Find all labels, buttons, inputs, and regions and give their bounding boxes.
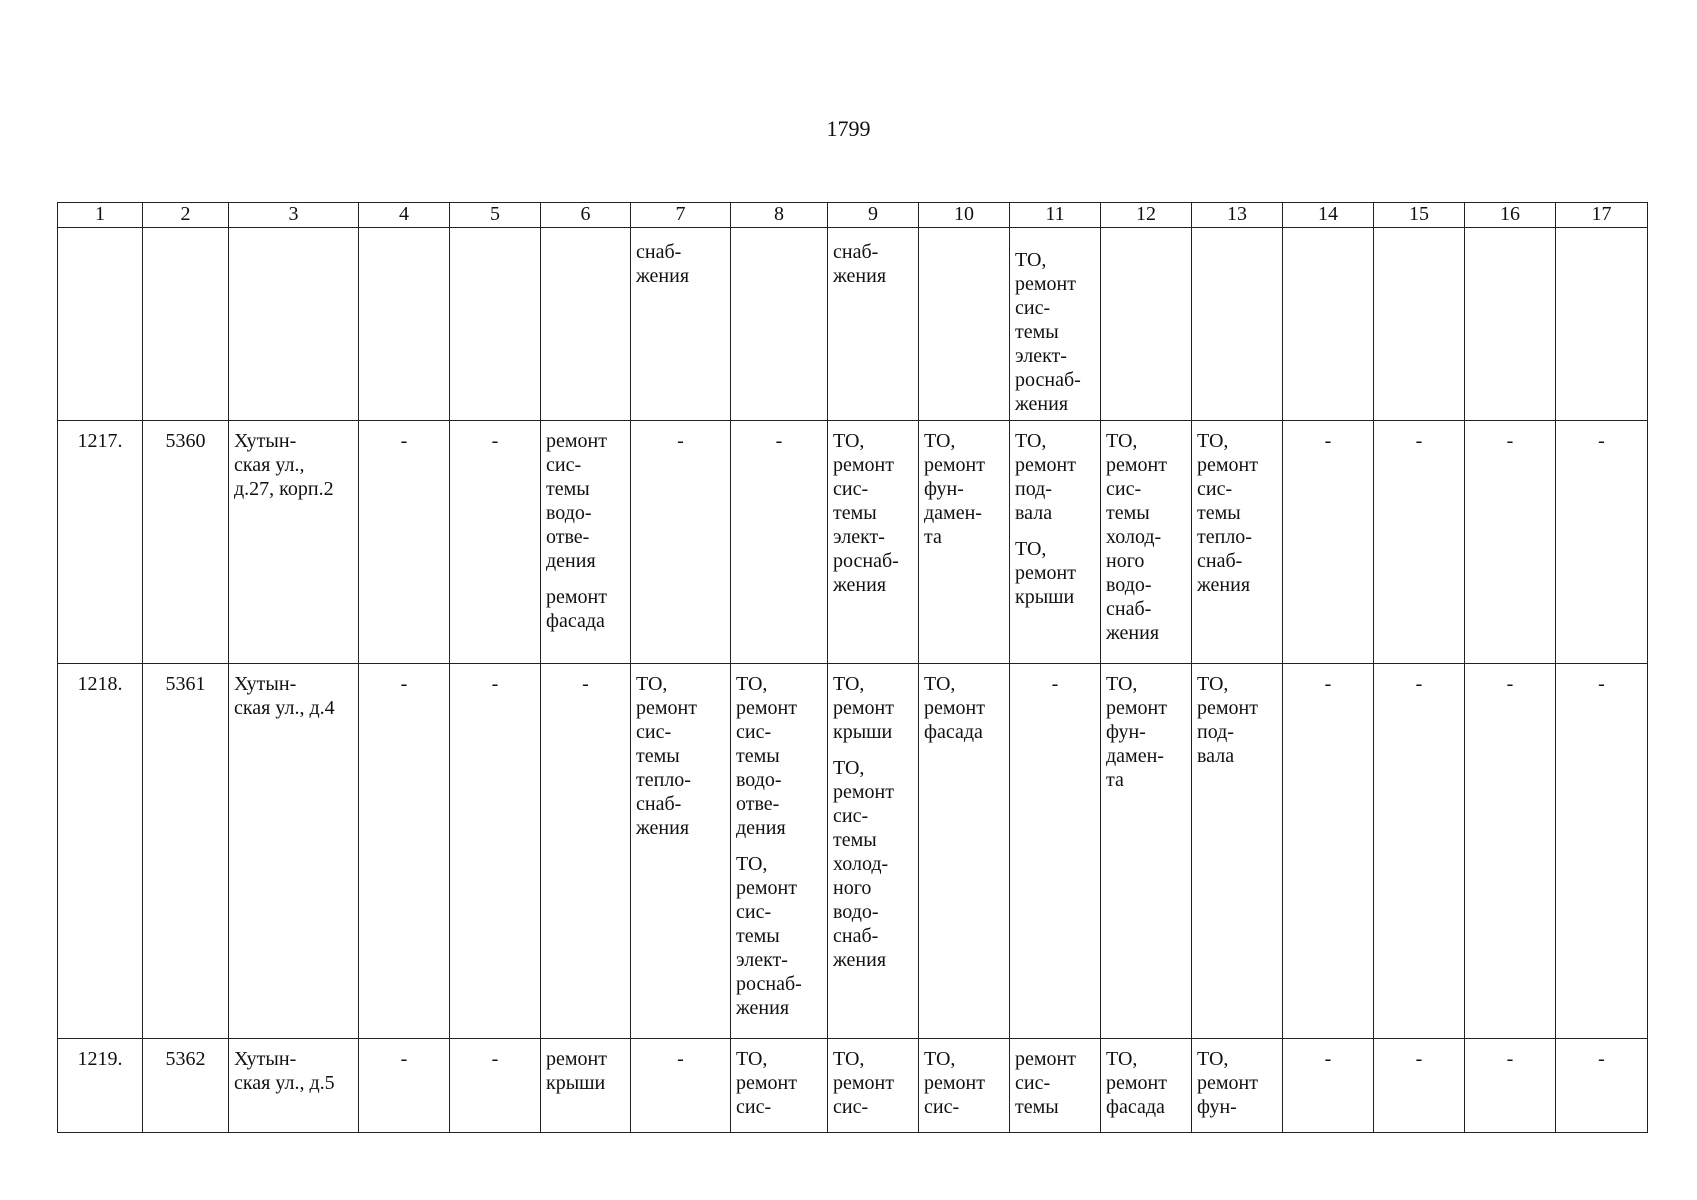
column-number-16: 16 <box>1465 203 1556 228</box>
table-cell-col-10 <box>919 421 1010 664</box>
cell-text: 1219. <box>77 1048 123 1070</box>
cell-text: ТО, ремонт сис- темы холод- ного водо- снаб- жения <box>833 757 894 971</box>
table-cell-col-14 <box>1283 421 1374 664</box>
cell-text: - <box>400 430 408 452</box>
cell-text: ремонт сис- темы <box>1015 1048 1076 1118</box>
table-cell-col-7 <box>631 228 731 421</box>
page-number: 1799 <box>826 116 871 141</box>
table-cell-col-9 <box>828 664 919 1039</box>
table-cell-col-17 <box>1556 1039 1648 1133</box>
cell-text: снаб- жения <box>833 241 887 287</box>
table-cell-col-5 <box>450 228 541 421</box>
table-cell-col-15 <box>1374 664 1465 1039</box>
table-cell-col-17 <box>1556 664 1648 1039</box>
cell-text: 5361 <box>165 673 206 695</box>
table-cell-col-16 <box>1465 421 1556 664</box>
code-cell <box>143 664 229 1039</box>
code-cell <box>143 228 229 421</box>
cell-text: - <box>1598 673 1605 695</box>
cell-text: - <box>1324 430 1332 452</box>
cell-text: ремонт крыши <box>546 1048 607 1094</box>
cell-text: ТО, ремонт фун- <box>1197 1048 1258 1118</box>
cell-text: ТО, ремонт фун- дамен- та <box>924 430 985 548</box>
table-cell-col-10 <box>919 664 1010 1039</box>
column-number-17: 17 <box>1556 203 1648 228</box>
cell-text: ремонт сис- темы водо- отве- дения <box>546 430 607 572</box>
column-number-13: 13 <box>1192 203 1283 228</box>
table-cell-col-14 <box>1283 664 1374 1039</box>
cell-text: ТО, ремонт сис- темы водо- отве- дения <box>736 673 797 839</box>
cell-text: ТО, ремонт сис- темы холод- ного водо- снаб- жения <box>1106 430 1167 644</box>
table-cell-col-7 <box>631 421 731 664</box>
table-cell-col-16 <box>1465 1039 1556 1133</box>
column-number-row <box>58 203 1648 228</box>
table-cell-col-12 <box>1101 664 1192 1039</box>
column-number-12: 12 <box>1101 203 1192 228</box>
table-cell-col-5 <box>450 1039 541 1133</box>
row-number-cell <box>58 421 143 664</box>
cell-text: - <box>582 673 589 695</box>
cell-text: - <box>491 430 499 452</box>
table-cell-col-7 <box>631 664 731 1039</box>
table-cell-col-14 <box>1283 1039 1374 1133</box>
table-cell-col-5 <box>450 664 541 1039</box>
cell-text: - <box>491 673 499 695</box>
cell-text: ТО, ремонт фасада <box>924 673 985 743</box>
cell-text: снаб- жения <box>636 241 690 287</box>
cell-text: - <box>491 1048 499 1070</box>
cell-text: - <box>1598 1048 1605 1070</box>
column-number-14: 14 <box>1283 203 1374 228</box>
cell-text: - <box>1506 430 1514 452</box>
table-cell-col-13 <box>1192 421 1283 664</box>
column-number-7: 7 <box>631 203 731 228</box>
column-number-6: 6 <box>541 203 631 228</box>
cell-text: ТО, ремонт под- вала <box>1015 430 1076 524</box>
table-cell-col-17 <box>1556 421 1648 664</box>
column-number-9: 9 <box>828 203 919 228</box>
cell-text: Хутын- ская ул., д.27, корп.2 <box>234 430 334 500</box>
cell-text: 5360 <box>165 430 206 452</box>
column-number-2: 2 <box>143 203 229 228</box>
row-number-cell <box>58 664 143 1039</box>
address-cell <box>229 421 359 664</box>
cell-text: ТО, ремонт фасада <box>1106 1048 1167 1118</box>
cell-text: Хутын- ская ул., д.4 <box>234 673 335 719</box>
address-cell <box>229 664 359 1039</box>
table-body <box>58 203 1648 1133</box>
cell-text: 1217. <box>77 430 123 452</box>
row-number-cell <box>58 228 143 421</box>
cell-text: ТО, ремонт крыши <box>1015 538 1076 608</box>
cell-text: ТО, ремонт фун- дамен- та <box>1106 673 1167 791</box>
column-number-11: 11 <box>1010 203 1101 228</box>
table-cell-col-6 <box>541 228 631 421</box>
column-number-15: 15 <box>1374 203 1465 228</box>
cell-text: ТО, ремонт сис- <box>833 1048 894 1118</box>
table-row <box>58 228 1648 421</box>
code-cell <box>143 1039 229 1133</box>
cell-text: ТО, ремонт крыши <box>833 673 894 743</box>
column-number-3: 3 <box>229 203 359 228</box>
table-cell-col-14 <box>1283 228 1374 421</box>
cell-text: ТО, ремонт сис- <box>736 1048 797 1118</box>
table-cell-col-17 <box>1556 228 1648 421</box>
column-number-8: 8 <box>731 203 828 228</box>
table-cell-col-9 <box>828 421 919 664</box>
table-cell-col-11 <box>1010 228 1101 421</box>
table-cell-col-12 <box>1101 421 1192 664</box>
table-cell-col-16 <box>1465 664 1556 1039</box>
repair-schedule-table <box>57 202 1648 1133</box>
cell-text: - <box>1051 673 1059 695</box>
address-cell <box>229 228 359 421</box>
cell-text: ТО, ремонт сис- <box>924 1048 985 1118</box>
table-row <box>58 664 1648 1039</box>
cell-text: 1218. <box>77 673 123 695</box>
table-cell-col-6 <box>541 664 631 1039</box>
cell-text: - <box>1415 430 1423 452</box>
cell-text: Хутын- ская ул., д.5 <box>234 1048 335 1094</box>
cell-text: ремонт фасада <box>546 586 607 632</box>
cell-text: ТО, ремонт сис- темы элект- роснаб- жения <box>736 853 802 1019</box>
cell-text: - <box>400 1048 408 1070</box>
table-cell-col-8 <box>731 228 828 421</box>
table-cell-col-16 <box>1465 228 1556 421</box>
table-cell-col-13 <box>1192 664 1283 1039</box>
table-cell-col-5 <box>450 421 541 664</box>
cell-text: - <box>775 430 783 452</box>
table-cell-col-13 <box>1192 1039 1283 1133</box>
cell-text: ТО, ремонт сис- темы тепло- снаб- жения <box>636 673 697 839</box>
column-number-1: 1 <box>58 203 143 228</box>
cell-text: ТО, ремонт под- вала <box>1197 673 1258 767</box>
cell-text: - <box>1415 1048 1423 1070</box>
table-cell-col-7 <box>631 1039 731 1133</box>
table-cell-col-9 <box>828 1039 919 1133</box>
table-cell-col-10 <box>919 1039 1010 1133</box>
table-cell-col-15 <box>1374 1039 1465 1133</box>
column-number-5: 5 <box>450 203 541 228</box>
table-cell-col-11 <box>1010 664 1101 1039</box>
address-cell <box>229 1039 359 1133</box>
row-number-cell <box>58 1039 143 1133</box>
table-cell-col-8 <box>731 421 828 664</box>
table-cell-col-8 <box>731 664 828 1039</box>
cell-text: 5362 <box>165 1048 206 1070</box>
table-cell-col-6 <box>541 421 631 664</box>
cell-text: ТО, ремонт сис- темы элект- роснаб- жения <box>1015 249 1081 415</box>
table-cell-col-9 <box>828 228 919 421</box>
table-row <box>58 1039 1648 1133</box>
cell-text: - <box>1415 673 1423 695</box>
column-number-10: 10 <box>919 203 1010 228</box>
cell-text: - <box>1324 1048 1332 1070</box>
column-number-4: 4 <box>359 203 450 228</box>
table-cell-col-11 <box>1010 421 1101 664</box>
table-row <box>58 421 1648 664</box>
cell-text: - <box>400 673 408 695</box>
code-cell <box>143 421 229 664</box>
table-cell-col-4 <box>359 1039 450 1133</box>
table-cell-col-15 <box>1374 421 1465 664</box>
table-cell-col-11 <box>1010 1039 1101 1133</box>
table-cell-col-13 <box>1192 228 1283 421</box>
table-cell-col-4 <box>359 664 450 1039</box>
table-cell-col-4 <box>359 421 450 664</box>
cell-text: - <box>1598 430 1605 452</box>
cell-text: - <box>1506 1048 1514 1070</box>
table-cell-col-4 <box>359 228 450 421</box>
cell-text: - <box>677 430 684 452</box>
table-cell-col-12 <box>1101 228 1192 421</box>
cell-text: - <box>1324 673 1332 695</box>
cell-text: ТО, ремонт сис- темы тепло- снаб- жения <box>1197 430 1258 596</box>
table-cell-col-8 <box>731 1039 828 1133</box>
cell-text: ТО, ремонт сис- темы элект- роснаб- жения <box>833 430 899 596</box>
table-cell-col-15 <box>1374 228 1465 421</box>
cell-text: - <box>1506 673 1514 695</box>
table-cell-col-10 <box>919 228 1010 421</box>
table-cell-col-6 <box>541 1039 631 1133</box>
table-cell-col-12 <box>1101 1039 1192 1133</box>
cell-text: - <box>677 1048 684 1070</box>
